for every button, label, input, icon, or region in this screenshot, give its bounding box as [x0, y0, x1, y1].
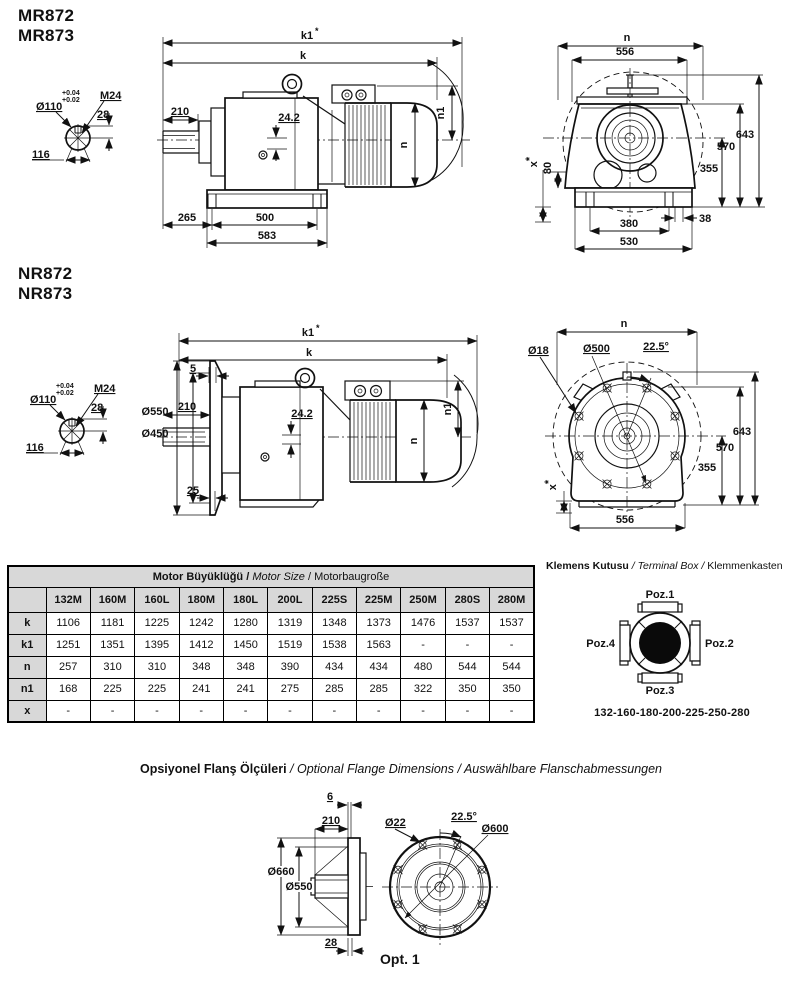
- table-title: Motor Büyüklüğü / Motor Size / Motorbaugroße: [8, 566, 534, 587]
- cell: -: [401, 700, 445, 722]
- col-160L: 160L: [135, 587, 179, 612]
- dim-28: 28: [324, 937, 338, 949]
- dim-38: 38: [699, 213, 712, 225]
- motor-size-table: [7, 565, 535, 723]
- dim-25: 25: [186, 485, 200, 497]
- terminal-box-sizes: 132-160-180-200-225-250-280: [594, 707, 750, 719]
- dim-500: 500: [255, 212, 275, 224]
- dim-k: k: [305, 347, 313, 359]
- dim-x: x*: [524, 156, 540, 168]
- dim-n: n: [398, 141, 410, 149]
- row-label-k1: k1: [8, 634, 46, 656]
- flange-front-view: [378, 795, 540, 975]
- tolerance-lower: +0.02: [62, 97, 80, 104]
- shaft-geometry: [64, 124, 92, 162]
- dim-k1-star: *: [315, 26, 319, 36]
- dim-210: 210: [177, 401, 197, 413]
- tolerance-upper: +0.04: [56, 383, 74, 390]
- table-title-row: [8, 566, 534, 587]
- dim-angle: 22.5°: [451, 811, 477, 823]
- dim-643: 643: [732, 426, 752, 438]
- col-225S: 225S: [312, 587, 356, 612]
- nr-model-label: [18, 264, 72, 304]
- option-caption: Opt. 1: [380, 951, 420, 967]
- cell: 310: [135, 656, 179, 678]
- nr-model-1: NR872: [18, 264, 73, 283]
- terminal-box-title: Klemens Kutusu / Terminal Box / Klemmenkasten: [546, 560, 783, 572]
- mr-model-2: MR873: [18, 26, 75, 45]
- col-180M: 180M: [179, 587, 223, 612]
- mr-side-view: [155, 22, 485, 257]
- table-row-n1: [8, 678, 534, 700]
- dim-380: 380: [619, 218, 639, 230]
- nr-side-view: [115, 315, 485, 550]
- terminal-box-diagram: [586, 589, 797, 699]
- dim-k: k: [299, 50, 307, 62]
- cell: 1106: [46, 612, 90, 634]
- dim-210: 210: [321, 815, 341, 827]
- cell: 544: [445, 656, 489, 678]
- tolerance-upper: +0.04: [62, 90, 80, 97]
- nr-front-view: [510, 315, 802, 560]
- key-height-label: 28: [97, 109, 110, 121]
- cell: 322: [401, 678, 445, 700]
- col-225M: 225M: [357, 587, 401, 612]
- dim-dia450: Ø450: [141, 428, 169, 440]
- dim-n1: n1: [435, 106, 447, 120]
- shaft-dia-label: Ø110: [30, 394, 57, 406]
- cell: 434: [357, 656, 401, 678]
- cell: 1225: [135, 612, 179, 634]
- cell: 241: [223, 678, 267, 700]
- poz2-label: Poz.2: [705, 638, 734, 650]
- table-header-row: [8, 587, 534, 612]
- dim-24-2: 24.2: [278, 112, 300, 124]
- flange-section-title: Opsiyonel Flanş Ölçüleri / Optional Flange Dimensions / Auswählbare Flanschabmessungen: [139, 762, 662, 776]
- cell: 285: [357, 678, 401, 700]
- key-width-label: 116: [32, 149, 50, 161]
- cell: 225: [90, 678, 134, 700]
- mr-model-1: MR872: [18, 6, 75, 25]
- cell: -: [401, 634, 445, 656]
- tolerance-lower: +0.02: [56, 390, 74, 397]
- dim-n: n: [620, 318, 628, 330]
- dim-6: 6: [326, 791, 334, 803]
- cell: 1563: [357, 634, 401, 656]
- cell: 257: [46, 656, 90, 678]
- cell: 434: [312, 656, 356, 678]
- dim-643: 643: [735, 129, 755, 141]
- cell: -: [490, 634, 534, 656]
- cell: -: [223, 700, 267, 722]
- cell: 1450: [223, 634, 267, 656]
- dim-dia22: Ø22: [385, 817, 406, 829]
- cell: 1538: [312, 634, 356, 656]
- nr-side-geometry: [157, 361, 478, 515]
- thread-label: M24: [94, 383, 116, 395]
- dim-n: n: [408, 437, 420, 445]
- col-132M: 132M: [46, 587, 90, 612]
- dim-556: 556: [615, 46, 635, 58]
- cell: 1519: [268, 634, 312, 656]
- dim-530: 530: [619, 236, 639, 248]
- cell: 1242: [179, 612, 223, 634]
- table-row-n: [8, 656, 534, 678]
- dim-210: 210: [170, 106, 190, 118]
- cell: 1537: [490, 612, 534, 634]
- table-row-x: [8, 700, 534, 722]
- mr-model-label: [18, 6, 74, 46]
- dim-n: n: [623, 32, 631, 44]
- cell: 390: [268, 656, 312, 678]
- cell: 1373: [357, 612, 401, 634]
- dim-355: 355: [697, 462, 717, 474]
- cell: 1412: [179, 634, 223, 656]
- col-200L: 200L: [268, 587, 312, 612]
- col-160M: 160M: [90, 587, 134, 612]
- dim-556: 556: [615, 514, 635, 526]
- flange-front-geometry: [382, 829, 498, 945]
- cell: 1251: [46, 634, 90, 656]
- shaft-geometry: [58, 417, 86, 455]
- corner-cell: [8, 587, 46, 612]
- dim-x: x*: [543, 479, 559, 491]
- cell: 1395: [135, 634, 179, 656]
- dim-k1: k1: [301, 327, 315, 339]
- cell: 350: [490, 678, 534, 700]
- cell: 1319: [268, 612, 312, 634]
- cell: 285: [312, 678, 356, 700]
- cell: 480: [401, 656, 445, 678]
- row-label-n: n: [8, 656, 46, 678]
- cell: -: [46, 700, 90, 722]
- cell: -: [445, 634, 489, 656]
- key-height-label: 28: [91, 402, 104, 414]
- dim-k1-star: *: [316, 323, 320, 333]
- cell: 350: [445, 678, 489, 700]
- cell: 310: [90, 656, 134, 678]
- mr-front-view: [515, 22, 802, 262]
- cell: 348: [179, 656, 223, 678]
- cell: -: [445, 700, 489, 722]
- table-row-k: [8, 612, 534, 634]
- poz1-label: Poz.1: [645, 589, 675, 601]
- poz4-label: Poz.4: [586, 638, 615, 650]
- cell: 1348: [312, 612, 356, 634]
- cell: -: [357, 700, 401, 722]
- dim-583: 583: [257, 230, 277, 242]
- row-label-k: k: [8, 612, 46, 634]
- dim-dia550: Ø550: [285, 881, 313, 893]
- dim-80: 80: [542, 161, 554, 175]
- cell: -: [490, 700, 534, 722]
- col-280M: 280M: [490, 587, 534, 612]
- dim-dia600: Ø600: [481, 823, 509, 835]
- nr-front-geometry: [545, 362, 726, 515]
- flange-side-view: [235, 788, 385, 978]
- cell: 241: [179, 678, 223, 700]
- dim-dia18: Ø18: [528, 345, 549, 357]
- nr-model-2: NR873: [18, 284, 73, 303]
- dim-24-2: 24.2: [291, 408, 313, 420]
- col-250M: 250M: [401, 587, 445, 612]
- dim-angle: 22.5°: [643, 341, 669, 353]
- cell: 1181: [90, 612, 134, 634]
- mr-front-geometry: [543, 68, 726, 218]
- table-row-k1: [8, 634, 534, 656]
- dim-570: 570: [715, 442, 735, 454]
- dim-k1: k1: [300, 30, 314, 42]
- dim-265: 265: [177, 212, 197, 224]
- cell: -: [268, 700, 312, 722]
- dim-355: 355: [699, 163, 719, 175]
- cell: 1476: [401, 612, 445, 634]
- cell: 1537: [445, 612, 489, 634]
- thread-label: M24: [100, 90, 122, 102]
- cell: 1351: [90, 634, 134, 656]
- dim-dia550: Ø550: [141, 406, 169, 418]
- terminal-box-geometry: [620, 602, 700, 683]
- cell: 544: [490, 656, 534, 678]
- dim-5: 5: [189, 363, 197, 375]
- col-180L: 180L: [223, 587, 267, 612]
- dim-dia660: Ø660: [267, 866, 295, 878]
- dim-dia500: Ø500: [583, 343, 610, 355]
- cell: -: [179, 700, 223, 722]
- col-280S: 280S: [445, 587, 489, 612]
- key-width-label: 116: [26, 442, 44, 454]
- row-label-x: x: [8, 700, 46, 722]
- row-label-n1: n1: [8, 678, 46, 700]
- cell: 225: [135, 678, 179, 700]
- cell: -: [135, 700, 179, 722]
- cell: 348: [223, 656, 267, 678]
- mr-side-geometry: [157, 64, 470, 208]
- poz3-label: Poz.3: [645, 685, 675, 697]
- cell: 168: [46, 678, 90, 700]
- dim-n1: n1: [442, 402, 454, 416]
- shaft-dia-label: Ø110: [36, 101, 63, 113]
- cell: 1280: [223, 612, 267, 634]
- dim-570: 570: [716, 141, 736, 153]
- cell: -: [312, 700, 356, 722]
- cell: 275: [268, 678, 312, 700]
- mr-shaft-end-view: [20, 82, 150, 177]
- cell: -: [90, 700, 134, 722]
